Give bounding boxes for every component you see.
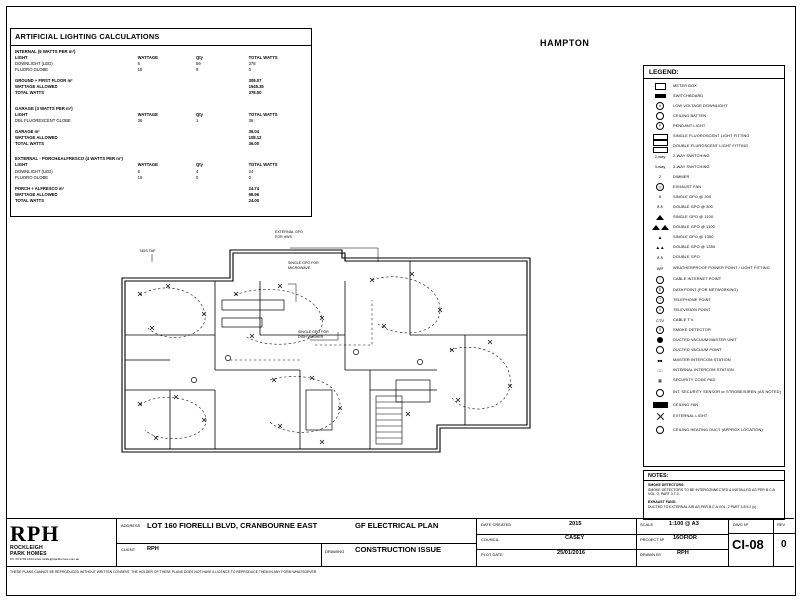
address-panel xyxy=(116,519,477,567)
notes-panel xyxy=(643,470,785,520)
ceiling-heating-duct-icon xyxy=(647,426,673,434)
total-label: TOTAL WATTS xyxy=(15,141,44,147)
legend-item-security-code-pad xyxy=(647,376,781,386)
col-header-total-watts: TOTAL WATTS xyxy=(248,111,278,117)
col-header-qty: Qty xyxy=(196,54,204,60)
single-gpo-1350-icon: ▲ xyxy=(657,234,663,240)
legend-label: PENDANT LIGHT xyxy=(673,123,706,129)
cell-total: 378 xyxy=(248,61,256,67)
switchboard-icon xyxy=(647,94,673,98)
legend-item-low-voltage-downlight xyxy=(647,101,781,111)
cell-qty: 0 xyxy=(196,174,199,180)
cell-light: FLUORO GLOBE xyxy=(15,174,49,180)
notes-title: NOTES: xyxy=(648,473,669,479)
notes-heading-smoke-detectors: SMOKE DETECTORS: xyxy=(648,483,685,487)
scale-panel xyxy=(636,519,729,567)
double-gpo-1350-icon: ▲▲ xyxy=(655,245,665,251)
sheet-footer xyxy=(6,566,794,595)
telephone-point-icon: T xyxy=(647,296,673,304)
legend-item-security-sensor xyxy=(647,386,781,400)
plot-date-label: PLOT DATE xyxy=(481,552,503,557)
lighting-section-internal xyxy=(11,46,311,97)
legend-label: TELEVISION POINT xyxy=(673,306,711,312)
legend-label: DUCTED VACUUM POINT xyxy=(673,347,722,353)
callout-single-gpo-dishwasher: SINGLE GPO FOR DISH WASHER xyxy=(298,330,329,339)
legend-label: 2-WAY SWITCHING xyxy=(673,153,710,159)
legend-item-ceiling-heating-duct xyxy=(647,423,781,437)
section-heading: GARAGE (3 WATTS PER m²) xyxy=(15,105,73,111)
notes-text-exhaust-fans: DUCTED TO EXTERNAL AIR AS PER B.C.A VOL. 2 PART 3.8.5.2 (c) xyxy=(648,504,757,509)
section-heading: EXTERNAL - PORCH&ALFRESCO (4 WATTS PER m²) xyxy=(15,156,123,162)
exhaust-fan-icon: ◎ xyxy=(647,183,673,191)
security-sensor-icon xyxy=(647,389,673,397)
legend-label: METER BOX xyxy=(673,82,697,88)
legend-title: LEGEND: xyxy=(649,69,679,76)
legend-label: SINGLE GPO @ 1100 xyxy=(673,214,714,220)
total-value: 1545.35 xyxy=(248,84,264,90)
council-label: COUNCIL xyxy=(481,537,500,542)
double-gpo-1100-icon xyxy=(647,225,673,230)
legend-item-double-gpo xyxy=(647,253,781,263)
col-header-light: LIGHT xyxy=(15,111,28,117)
logo-company-name: ROCKLEIGH PARK HOMES xyxy=(10,545,47,557)
total-value: 98.96 xyxy=(248,191,260,197)
total-label: GARAGE m² xyxy=(15,128,40,134)
cell-total: 0 xyxy=(248,67,251,73)
table-row xyxy=(15,175,307,181)
legend-item-internal-intercom-station xyxy=(647,366,781,376)
master-intercom-station-icon: ■■ xyxy=(657,357,663,363)
logo-mark: RPH xyxy=(10,521,60,546)
legend-label: DUCTED VACUUM MASTER UNIT xyxy=(673,337,737,343)
col-header-total-watts: TOTAL WATTS xyxy=(248,54,278,60)
legend-label: EXTERNAL LIGHT xyxy=(673,413,708,419)
project-no-label: PROJECT Nº xyxy=(640,537,665,542)
legend-item-telephone-point xyxy=(647,295,781,305)
total-label: WATTAGE ALLOWED xyxy=(15,135,58,141)
address-value: LOT 160 FIORELLI BLVD, CRANBOURNE EAST xyxy=(147,521,318,530)
legend-item-pendant-light xyxy=(647,121,781,131)
external-light-icon xyxy=(647,412,673,421)
total-label: TOTAL WATTS xyxy=(15,90,44,96)
company-logo xyxy=(6,519,120,567)
legend-label: DOUBLE GPO @ 1350 xyxy=(673,244,716,250)
callout-single-gpo-microwave: SINGLE GPO FOR MICROWAVE xyxy=(288,261,319,270)
legend-item-ceiling-batten xyxy=(647,111,781,121)
legend-label: DOUBLE GPO xyxy=(673,254,700,260)
legend-item-ceiling-fan xyxy=(647,400,781,410)
total-value: 108.12 xyxy=(248,135,262,141)
legend-label: CABLE INTERNET POINT xyxy=(673,276,722,282)
total-label: PORCH + ALFRESCO m² xyxy=(15,185,65,191)
cell-light: DOWNLIGHT (LED) xyxy=(15,61,53,67)
legend-label: 3-WAY SWITCHING xyxy=(673,163,710,169)
legend-item-double-gpo-300 xyxy=(647,202,781,212)
legend-item-cable-tv xyxy=(647,315,781,325)
project-no-value: 16OFIOR xyxy=(673,535,697,541)
legend-label: SINGLE GPO @ 1350 xyxy=(673,234,714,240)
legend-label: DIMMER xyxy=(673,173,690,179)
client-value: RPH xyxy=(147,546,159,552)
project-name-heading: HAMPTON xyxy=(540,38,590,48)
legend-item-single-gpo-300 xyxy=(647,192,781,202)
legend-label: SINGLE FLUOROSCENT LIGHT FITTING xyxy=(673,133,750,139)
legend-label: CEILING HEATING DUCT (APPROX LOCATION) xyxy=(673,426,763,432)
drawing-title-top: GF ELECTRICAL PLAN xyxy=(355,521,439,530)
col-header-light: LIGHT xyxy=(15,162,28,168)
dates-panel xyxy=(476,519,637,567)
single-fluorescent-icon xyxy=(647,134,673,140)
legend-label: CEILING FAN xyxy=(673,401,699,407)
col-header-qty: Qty xyxy=(196,162,204,168)
total-value: 309.07 xyxy=(248,78,262,84)
cell-light: DBL FLUORESCENT GLOBE xyxy=(15,117,71,123)
legend-label: SINGLE GPO @ 300 xyxy=(673,193,712,199)
cell-total: 0 xyxy=(248,174,251,180)
two-way-switching-icon: 2-way xyxy=(654,154,666,160)
total-label: TOTAL WATTS xyxy=(15,197,44,203)
three-way-switching-icon: 3-way xyxy=(654,164,666,170)
legend-label: SMOKE DETECTOR xyxy=(673,326,711,332)
legend-item-exhaust-fan xyxy=(647,182,781,192)
col-header-wattage: WATTAGE xyxy=(137,111,158,117)
double-gpo-icon: ∧∧ xyxy=(656,254,664,260)
plot-date-value: 25/01/2016 xyxy=(557,550,585,556)
legend-item-data-point xyxy=(647,285,781,295)
single-gpo-300-icon: ∧ xyxy=(658,194,662,200)
legend-item-meter-box xyxy=(647,81,781,91)
callout-ngs-tap: NGS TAP xyxy=(140,249,156,253)
low-voltage-downlight-icon: ✕ xyxy=(647,102,673,110)
legend-item-single-gpo-1350 xyxy=(647,232,781,242)
col-header-qty: Qty xyxy=(196,111,204,117)
client-label: CLIENT xyxy=(121,547,136,552)
total-value: 378.00 xyxy=(248,90,262,96)
legend-panel xyxy=(643,65,785,467)
notes-text-smoke-detectors: SMOKE DETECTORS TO BE INTERCONNECTED & INSTALLED AS PER B.C.A VOL. 2, PART 3.7.2. xyxy=(648,487,775,497)
smoke-detector-icon: S xyxy=(647,326,673,334)
total-value: 36.04 xyxy=(248,128,260,134)
notes-heading-exhaust-fans: EXHAUST FANS: xyxy=(648,500,677,505)
rev-value: 0 xyxy=(781,539,787,550)
cell-light: FLUORO GLOBE xyxy=(15,67,49,73)
legend-label: MASTER INTERCOM STATION xyxy=(673,357,731,363)
cell-wattage: 15 xyxy=(137,67,143,73)
legend-item-double-fluorescent xyxy=(647,142,781,152)
legend-item-external-light xyxy=(647,410,781,423)
cell-qty: 59 xyxy=(196,61,201,67)
legend-item-ducted-vacuum-point xyxy=(647,345,781,355)
floor-plan-drawing xyxy=(110,230,540,470)
legend-label: INTERNAL INTERCOM STATION xyxy=(673,367,734,373)
legend-item-three-way-switching xyxy=(647,162,781,172)
ceiling-fan-icon xyxy=(647,402,673,408)
legend-label: DOUBLE GPO @ 1100 xyxy=(673,224,715,230)
legend-label: EXHAUST FAN xyxy=(673,183,702,189)
cell-light: DOWNLIGHT (LED) xyxy=(15,168,53,174)
pendant-light-icon: P xyxy=(647,122,673,130)
dimmer-icon: 2 xyxy=(658,174,662,180)
cell-wattage: 36 xyxy=(137,117,143,123)
legend-item-smoke-detector xyxy=(647,325,781,335)
legend-item-television-point xyxy=(647,305,781,315)
col-header-wattage: WATTAGE xyxy=(137,162,158,168)
lighting-table-title: ARTIFICIAL LIGHTING CALCULATIONS xyxy=(15,32,160,41)
legend-label: TELEPHONE POINT xyxy=(673,296,712,302)
footer-disclaimer: THESE PLANS CANNOT BE REPRODUCED WITHOUT WRITTEN CONSENT. THE HOLDER OF THESE PLANS DOES NOT HAVE A LICENCE TO REPRODUCE THEM IN ANY FORM WHATSOEVER xyxy=(10,570,317,574)
cell-wattage: 6 xyxy=(137,61,140,67)
cell-total: 36 xyxy=(248,117,254,123)
scale-label: SCALE xyxy=(640,522,654,527)
total-value: 24.00 xyxy=(248,197,260,203)
col-header-total-watts: TOTAL WATTS xyxy=(248,162,278,168)
drawing-label: DRAWING xyxy=(325,549,345,554)
cell-qty: 1 xyxy=(196,117,199,123)
address-label: ADDRESS xyxy=(121,523,141,528)
col-header-light: LIGHT xyxy=(15,54,28,60)
callout-external-gpo-hws: EXTERNAL GPO FOR HWS xyxy=(275,230,303,239)
total-row xyxy=(15,198,307,204)
double-fluorescent-icon xyxy=(647,140,673,153)
legend-label: CEILING BATTEN xyxy=(673,113,707,119)
cell-wattage: 6 xyxy=(137,168,140,174)
total-label: WATTAGE ALLOWED xyxy=(15,191,58,197)
drawing-value: CONSTRUCTION ISSUE xyxy=(355,545,442,554)
legend-item-double-gpo-1100 xyxy=(647,222,781,232)
table-row xyxy=(15,67,307,73)
cell-qty: 4 xyxy=(196,168,199,174)
single-gpo-1100-icon xyxy=(647,215,673,220)
cable-internet-point-icon: I xyxy=(647,276,673,284)
total-label: WATTAGE ALLOWED xyxy=(15,84,58,90)
title-block xyxy=(6,518,794,567)
television-point-icon: V xyxy=(647,306,673,314)
legend-label: WEATHERPROOF POINER POINT / LIGHT FITTING xyxy=(673,265,770,271)
legend-item-ducted-vacuum-master-unit xyxy=(647,335,781,345)
rev-label: REV xyxy=(777,522,786,527)
ducted-vacuum-master-unit-icon xyxy=(647,337,673,343)
scale-value: 1:100 @ A3 xyxy=(669,521,699,527)
total-label: GROUND + FIRST FLOOR m² xyxy=(15,78,73,84)
section-heading: INTERNAL (5 WATTS PER m²) xyxy=(15,48,76,54)
col-header-wattage: WATTAGE xyxy=(137,54,158,60)
council-value: CASEY xyxy=(565,535,585,541)
legend-label: SWITCHBOARD xyxy=(673,92,704,98)
double-gpo-300-icon: ∧∧ xyxy=(656,204,664,210)
cell-total: 24 xyxy=(248,168,254,174)
cable-tv-icon: CTV xyxy=(656,317,664,323)
logo-tagline: Ph: 03 9793 1444 www.rockleighparkhomes.com.au xyxy=(10,557,80,561)
legend-item-two-way-switching xyxy=(647,152,781,162)
cell-qty: 9 xyxy=(196,67,199,73)
table-row xyxy=(15,118,307,124)
date-created-label: DATE CREATED xyxy=(481,522,512,527)
legend-label: CABLE T.V. xyxy=(673,316,695,322)
total-value: 24.74 xyxy=(248,185,260,191)
date-created-value: 2015 xyxy=(569,521,582,527)
weatherproof-point-icon: WP xyxy=(656,266,664,272)
total-value: 36.00 xyxy=(248,141,260,147)
legend-item-master-intercom-station xyxy=(647,355,781,365)
legend-item-switchboard xyxy=(647,91,781,101)
legend-label: DOUBLE GPO @ 300 xyxy=(673,203,713,209)
drawing-number-panel xyxy=(728,519,795,567)
cell-wattage: 15 xyxy=(137,174,143,180)
ducted-vacuum-point-icon xyxy=(647,346,673,354)
total-row xyxy=(15,141,307,147)
legend-label: DOUBLE FLUROSCENT LIGHT FITTING xyxy=(673,143,749,149)
data-point-icon: D xyxy=(647,286,673,294)
lighting-section-external xyxy=(11,153,311,204)
meter-box-icon xyxy=(647,83,673,90)
ceiling-batten-icon xyxy=(647,112,673,120)
legend-item-dimmer xyxy=(647,172,781,182)
total-row xyxy=(15,90,307,96)
legend-item-double-gpo-1350 xyxy=(647,243,781,253)
artificial-lighting-calculations-table xyxy=(10,28,312,217)
legend-item-weatherproof-point xyxy=(647,263,781,275)
dwg-no-label: DWG Nº xyxy=(733,522,749,527)
legend-item-cable-internet-point xyxy=(647,275,781,285)
drawn-by-label: DRAWN BY xyxy=(640,552,662,557)
dwg-no-value: CI-08 xyxy=(732,537,764,552)
lighting-section-garage xyxy=(11,103,311,148)
legend-label: SECURITY CODE PAD xyxy=(673,377,716,383)
legend-label: DATA POINT (FOR NETWORKING) xyxy=(673,286,738,292)
internal-intercom-station-icon: □□ xyxy=(657,368,663,374)
legend-label: INT. SECURITY SENSOR or STROBE/SIREN (AS NOTED) xyxy=(673,389,781,395)
legend-item-single-gpo-1100 xyxy=(647,212,781,222)
floor-plan-svg xyxy=(110,240,540,470)
legend-label: LOW VOLTAGE DOWNLIGHT xyxy=(673,102,728,108)
security-code-pad-icon: ▦ xyxy=(658,378,662,384)
drawn-by-value: RPH xyxy=(677,550,689,556)
